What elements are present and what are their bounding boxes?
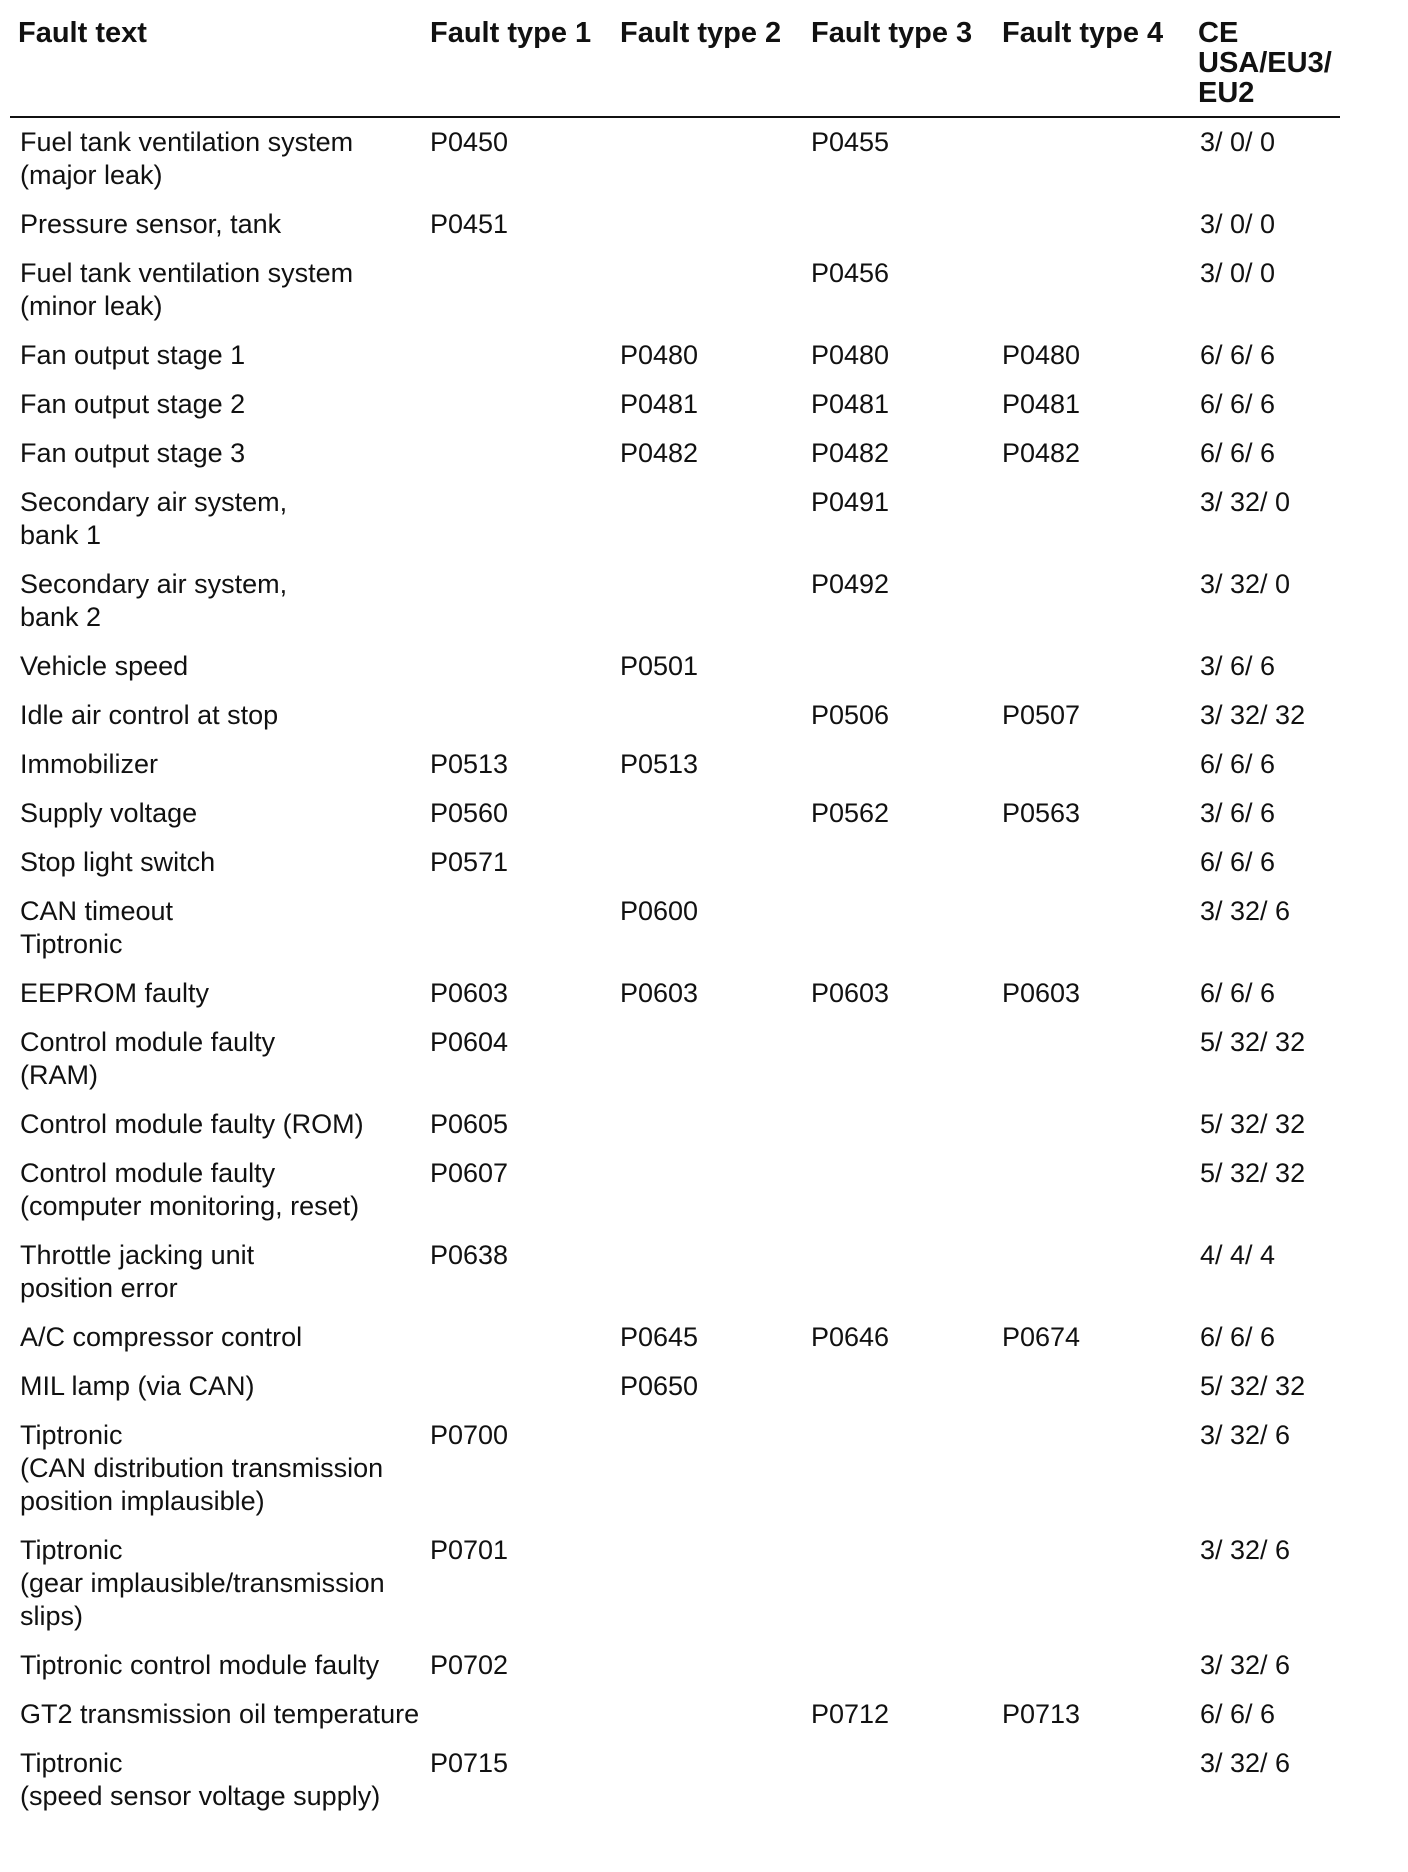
fault-text-cell: Tiptronic (CAN distribution transmission position implausible) bbox=[20, 1420, 384, 1516]
fault-text-cell: Tiptronic control module faulty bbox=[20, 1650, 380, 1680]
header-fault-text: Fault text bbox=[18, 17, 147, 49]
header-fault-type-2: Fault type 2 bbox=[620, 17, 782, 49]
fault-type-1-cell: P0571 bbox=[430, 847, 509, 877]
fault-type-4-cell: P0481 bbox=[1002, 389, 1081, 419]
table-row bbox=[10, 846, 1340, 895]
fault-type-2-cell: P0482 bbox=[620, 438, 699, 468]
fault-type-2-cell: P0480 bbox=[620, 340, 699, 370]
fault-type-2-cell: P0513 bbox=[620, 749, 699, 779]
ce-value-cell: 6/ 6/ 6 bbox=[1200, 847, 1276, 877]
ce-value-cell: 4/ 4/ 4 bbox=[1200, 1240, 1276, 1270]
fault-type-3-cell: P0456 bbox=[811, 258, 890, 288]
fault-text-cell: Control module faulty (computer monitoring, reset) bbox=[20, 1158, 360, 1221]
ce-value-cell: 3/ 32/ 6 bbox=[1200, 1650, 1291, 1680]
fault-text-cell: EEPROM faulty bbox=[20, 978, 210, 1008]
fault-text-cell: Control module faulty (ROM) bbox=[20, 1109, 364, 1139]
table-row bbox=[10, 568, 1340, 650]
fault-type-3-cell: P0646 bbox=[811, 1322, 890, 1352]
ce-value-cell: 6/ 6/ 6 bbox=[1200, 749, 1276, 779]
fault-text-cell: CAN timeout Tiptronic bbox=[20, 896, 174, 959]
table-row bbox=[10, 699, 1340, 748]
table-body bbox=[10, 118, 1340, 1829]
ce-value-cell: 3/ 32/ 6 bbox=[1200, 1535, 1291, 1565]
fault-text-cell: Fan output stage 3 bbox=[20, 438, 246, 468]
ce-value-cell: 3/ 6/ 6 bbox=[1200, 798, 1276, 828]
fault-type-4-cell: P0713 bbox=[1002, 1699, 1081, 1729]
fault-type-1-cell: P0603 bbox=[430, 978, 509, 1008]
table-row bbox=[10, 895, 1340, 977]
ce-value-cell: 6/ 6/ 6 bbox=[1200, 438, 1276, 468]
ce-value-cell: 6/ 6/ 6 bbox=[1200, 340, 1276, 370]
table-row bbox=[10, 1747, 1340, 1829]
fault-type-3-cell: P0455 bbox=[811, 127, 890, 157]
table-row bbox=[10, 1534, 1340, 1649]
ce-value-cell: 3/ 32/ 6 bbox=[1200, 1748, 1291, 1778]
fault-type-2-cell: P0645 bbox=[620, 1322, 699, 1352]
table-row bbox=[10, 339, 1340, 388]
header-fault-type-3: Fault type 3 bbox=[811, 17, 973, 49]
fault-type-1-cell: P0701 bbox=[430, 1535, 509, 1565]
fault-type-3-cell: P0562 bbox=[811, 798, 890, 828]
fault-text-cell: Secondary air system, bank 2 bbox=[20, 569, 288, 632]
table-row bbox=[10, 388, 1340, 437]
fault-text-cell: Pressure sensor, tank bbox=[20, 209, 282, 239]
fault-text-cell: Supply voltage bbox=[20, 798, 198, 828]
fault-type-1-cell: P0702 bbox=[430, 1650, 509, 1680]
fault-text-cell: Fan output stage 2 bbox=[20, 389, 246, 419]
fault-text-cell: Stop light switch bbox=[20, 847, 216, 877]
ce-value-cell: 5/ 32/ 32 bbox=[1200, 1109, 1306, 1139]
fault-type-1-cell: P0451 bbox=[430, 209, 509, 239]
fault-type-2-cell: P0481 bbox=[620, 389, 699, 419]
fault-type-1-cell: P0560 bbox=[430, 798, 509, 828]
table-header bbox=[10, 14, 1340, 118]
fault-text-cell: Tiptronic (gear implausible/transmission slips) bbox=[20, 1535, 385, 1631]
fault-type-1-cell: P0450 bbox=[430, 127, 509, 157]
table-row bbox=[10, 1108, 1340, 1157]
ce-value-cell: 6/ 6/ 6 bbox=[1200, 1322, 1276, 1352]
table-row bbox=[10, 437, 1340, 486]
fault-code-table bbox=[10, 14, 1340, 1829]
table-row bbox=[10, 977, 1340, 1026]
fault-text-cell: Vehicle speed bbox=[20, 651, 189, 681]
fault-type-1-cell: P0513 bbox=[430, 749, 509, 779]
fault-type-1-cell: P0605 bbox=[430, 1109, 509, 1139]
header-fault-type-4: Fault type 4 bbox=[1002, 17, 1164, 49]
fault-type-3-cell: P0482 bbox=[811, 438, 890, 468]
table-row bbox=[10, 486, 1340, 568]
ce-value-cell: 3/ 0/ 0 bbox=[1200, 258, 1276, 288]
fault-text-cell: Immobilizer bbox=[20, 749, 159, 779]
fault-type-3-cell: P0603 bbox=[811, 978, 890, 1008]
ce-value-cell: 3/ 32/ 6 bbox=[1200, 1420, 1291, 1450]
table-row bbox=[10, 1419, 1340, 1534]
fault-text-cell: GT2 transmission oil temperature bbox=[20, 1699, 420, 1729]
fault-text-cell: MIL lamp (via CAN) bbox=[20, 1371, 255, 1401]
fault-type-2-cell: P0501 bbox=[620, 651, 699, 681]
ce-value-cell: 3/ 32/ 0 bbox=[1200, 569, 1291, 599]
fault-type-4-cell: P0482 bbox=[1002, 438, 1081, 468]
fault-type-3-cell: P0506 bbox=[811, 700, 890, 730]
fault-type-2-cell: P0603 bbox=[620, 978, 699, 1008]
table-row bbox=[10, 257, 1340, 339]
fault-type-1-cell: P0604 bbox=[430, 1027, 509, 1057]
table-row bbox=[10, 1649, 1340, 1698]
table-row bbox=[10, 1026, 1340, 1108]
fault-type-4-cell: P0563 bbox=[1002, 798, 1081, 828]
table-row bbox=[10, 208, 1340, 257]
ce-value-cell: 3/ 0/ 0 bbox=[1200, 209, 1276, 239]
fault-type-2-cell: P0650 bbox=[620, 1371, 699, 1401]
table-row bbox=[10, 748, 1340, 797]
fault-text-cell: Tiptronic (speed sensor voltage supply) bbox=[20, 1748, 381, 1811]
table-row bbox=[10, 1698, 1340, 1747]
ce-value-cell: 6/ 6/ 6 bbox=[1200, 1699, 1276, 1729]
ce-value-cell: 3/ 0/ 0 bbox=[1200, 127, 1276, 157]
ce-value-cell: 6/ 6/ 6 bbox=[1200, 978, 1276, 1008]
fault-text-cell: A/C compressor control bbox=[20, 1322, 303, 1352]
fault-type-3-cell: P0492 bbox=[811, 569, 890, 599]
fault-type-1-cell: P0607 bbox=[430, 1158, 509, 1188]
header-ce-usa-eu3-eu2: CE USA/EU3/ EU2 bbox=[1198, 17, 1332, 109]
table-row bbox=[10, 797, 1340, 846]
table-row bbox=[10, 126, 1340, 208]
ce-value-cell: 5/ 32/ 32 bbox=[1200, 1027, 1306, 1057]
ce-value-cell: 3/ 6/ 6 bbox=[1200, 651, 1276, 681]
fault-type-2-cell: P0600 bbox=[620, 896, 699, 926]
fault-type-3-cell: P0480 bbox=[811, 340, 890, 370]
fault-type-4-cell: P0507 bbox=[1002, 700, 1081, 730]
fault-type-1-cell: P0700 bbox=[430, 1420, 509, 1450]
fault-type-4-cell: P0480 bbox=[1002, 340, 1081, 370]
ce-value-cell: 3/ 32/ 32 bbox=[1200, 700, 1306, 730]
fault-text-cell: Fan output stage 1 bbox=[20, 340, 246, 370]
table-row bbox=[10, 1321, 1340, 1370]
table-row bbox=[10, 1157, 1340, 1239]
table-row bbox=[10, 1370, 1340, 1419]
fault-type-1-cell: P0715 bbox=[430, 1748, 509, 1778]
fault-text-cell: Fuel tank ventilation system (minor leak) bbox=[20, 258, 354, 321]
ce-value-cell: 5/ 32/ 32 bbox=[1200, 1158, 1306, 1188]
header-fault-type-1: Fault type 1 bbox=[430, 17, 592, 49]
fault-type-4-cell: P0674 bbox=[1002, 1322, 1081, 1352]
fault-text-cell: Fuel tank ventilation system (major leak) bbox=[20, 127, 354, 190]
fault-type-3-cell: P0491 bbox=[811, 487, 890, 517]
fault-text-cell: Throttle jacking unit position error bbox=[20, 1240, 255, 1303]
fault-text-cell: Secondary air system, bank 1 bbox=[20, 487, 288, 550]
ce-value-cell: 3/ 32/ 0 bbox=[1200, 487, 1291, 517]
ce-value-cell: 3/ 32/ 6 bbox=[1200, 896, 1291, 926]
fault-type-4-cell: P0603 bbox=[1002, 978, 1081, 1008]
ce-value-cell: 6/ 6/ 6 bbox=[1200, 389, 1276, 419]
fault-text-cell: Idle air control at stop bbox=[20, 700, 279, 730]
fault-type-1-cell: P0638 bbox=[430, 1240, 509, 1270]
fault-text-cell: Control module faulty (RAM) bbox=[20, 1027, 276, 1090]
fault-type-3-cell: P0481 bbox=[811, 389, 890, 419]
fault-type-3-cell: P0712 bbox=[811, 1699, 890, 1729]
ce-value-cell: 5/ 32/ 32 bbox=[1200, 1371, 1306, 1401]
table-row bbox=[10, 1239, 1340, 1321]
table-row bbox=[10, 650, 1340, 699]
